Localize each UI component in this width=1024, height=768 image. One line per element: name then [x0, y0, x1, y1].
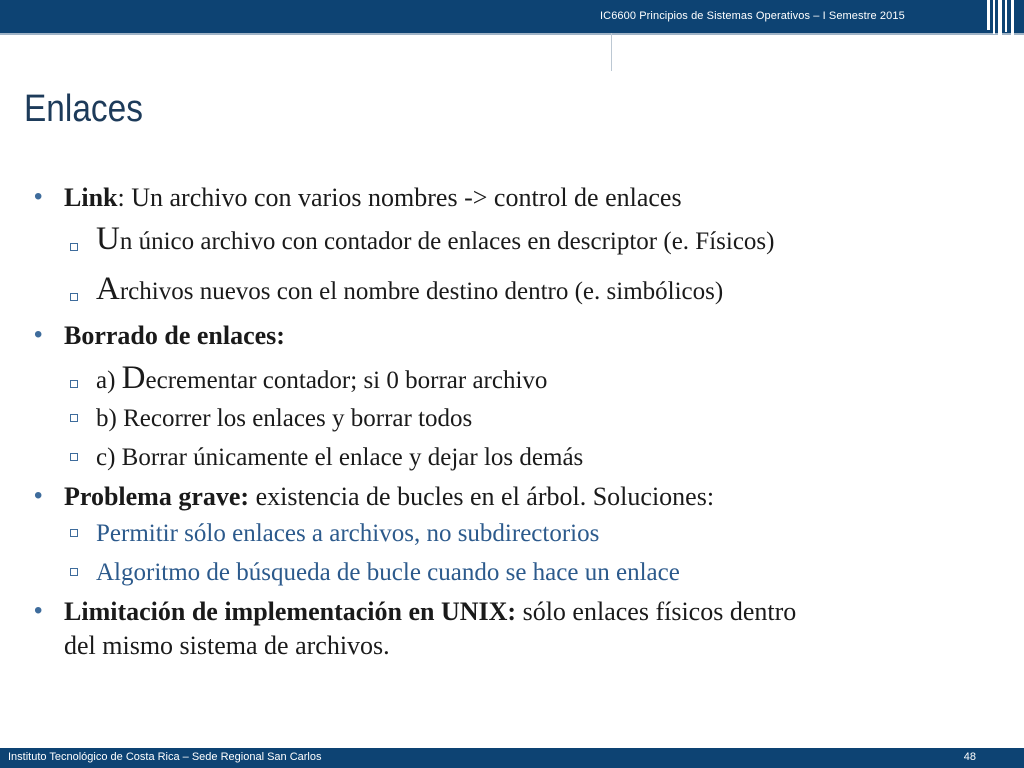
- drop-cap: U: [96, 221, 120, 257]
- stripe: [993, 0, 995, 34]
- bullet-bold: Borrado de enlaces:: [64, 321, 285, 350]
- bullet-bold: Problema grave:: [64, 482, 250, 511]
- bullet-dot-icon: •: [34, 597, 43, 624]
- square-bullet-icon: [70, 414, 78, 422]
- bullet-text: : Un archivo con varios nombres -> control de enlaces: [117, 183, 682, 212]
- decorative-stripes: [985, 0, 1024, 38]
- bullet-bold: Limitación de implementación en UNIX:: [64, 597, 517, 626]
- bullet-text: Algoritmo de búsqueda de bucle cuando se hace un enlace: [96, 559, 680, 586]
- square-bullet-icon: [70, 453, 78, 461]
- square-bullet-icon: [70, 293, 78, 301]
- bullet-item: [34, 482, 715, 512]
- sub-bullet-item: [96, 444, 583, 472]
- bullet-continuation: [64, 631, 390, 661]
- bullet-text: n único archivo con contador de enlaces en descriptor (e. Físicos): [119, 228, 775, 255]
- sub-bullet-item: [96, 559, 680, 587]
- course-header: IC6600 Principios de Sistemas Operativos – I Semestre 2015: [600, 10, 905, 22]
- page-number: 48: [963, 751, 976, 763]
- stripe: [1005, 0, 1007, 32]
- bullet-text: b) Recorrer los enlaces y borrar todos: [96, 405, 473, 432]
- bullet-text: del mismo sistema de archivos.: [64, 631, 390, 660]
- bullet-text: Permitir sólo enlaces a archivos, no subdirectorios: [96, 520, 600, 547]
- bullet-prefix: a): [96, 367, 122, 394]
- sub-bullet-item: [96, 362, 547, 395]
- bullet-dot-icon: •: [34, 482, 43, 509]
- header-divider: [611, 33, 612, 71]
- top-banner: [0, 0, 1024, 33]
- bullet-item: [34, 183, 682, 213]
- footer-bar: [0, 748, 1024, 768]
- bullet-dot-icon: •: [34, 183, 43, 210]
- bullet-text: sólo enlaces físicos dentro: [516, 597, 797, 626]
- stripe: [998, 0, 1002, 36]
- bullet-bold: Link: [64, 183, 118, 212]
- drop-cap: A: [96, 271, 120, 307]
- banner-underline: [0, 33, 1024, 35]
- sub-bullet-item: [96, 405, 472, 433]
- bullet-text: c) Borrar únicamente el enlace y dejar los demás: [96, 444, 584, 471]
- stripe: [987, 0, 990, 30]
- square-bullet-icon: [70, 529, 78, 537]
- bullet-item: [34, 597, 797, 627]
- bullet-text: rchivos nuevos con el nombre destino dentro (e. simbólicos): [119, 278, 724, 305]
- drop-cap: D: [121, 360, 146, 396]
- stripe: [1011, 0, 1014, 38]
- sub-bullet-item: [96, 520, 599, 548]
- bullet-text: existencia de bucles en el árbol. Soluciones:: [249, 482, 715, 511]
- sub-bullet-item: [96, 273, 723, 306]
- square-bullet-icon: [70, 568, 78, 576]
- footer-institution: Instituto Tecnológico de Costa Rica – Sede Regional San Carlos: [8, 751, 322, 763]
- sub-bullet-item: [96, 223, 774, 256]
- square-bullet-icon: [70, 380, 78, 388]
- bullet-dot-icon: •: [34, 321, 43, 348]
- bullet-item: [34, 321, 285, 351]
- slide-title: Enlaces: [24, 88, 143, 130]
- square-bullet-icon: [70, 243, 78, 251]
- bullet-text: ecrementar contador; si 0 borrar archivo: [145, 367, 548, 394]
